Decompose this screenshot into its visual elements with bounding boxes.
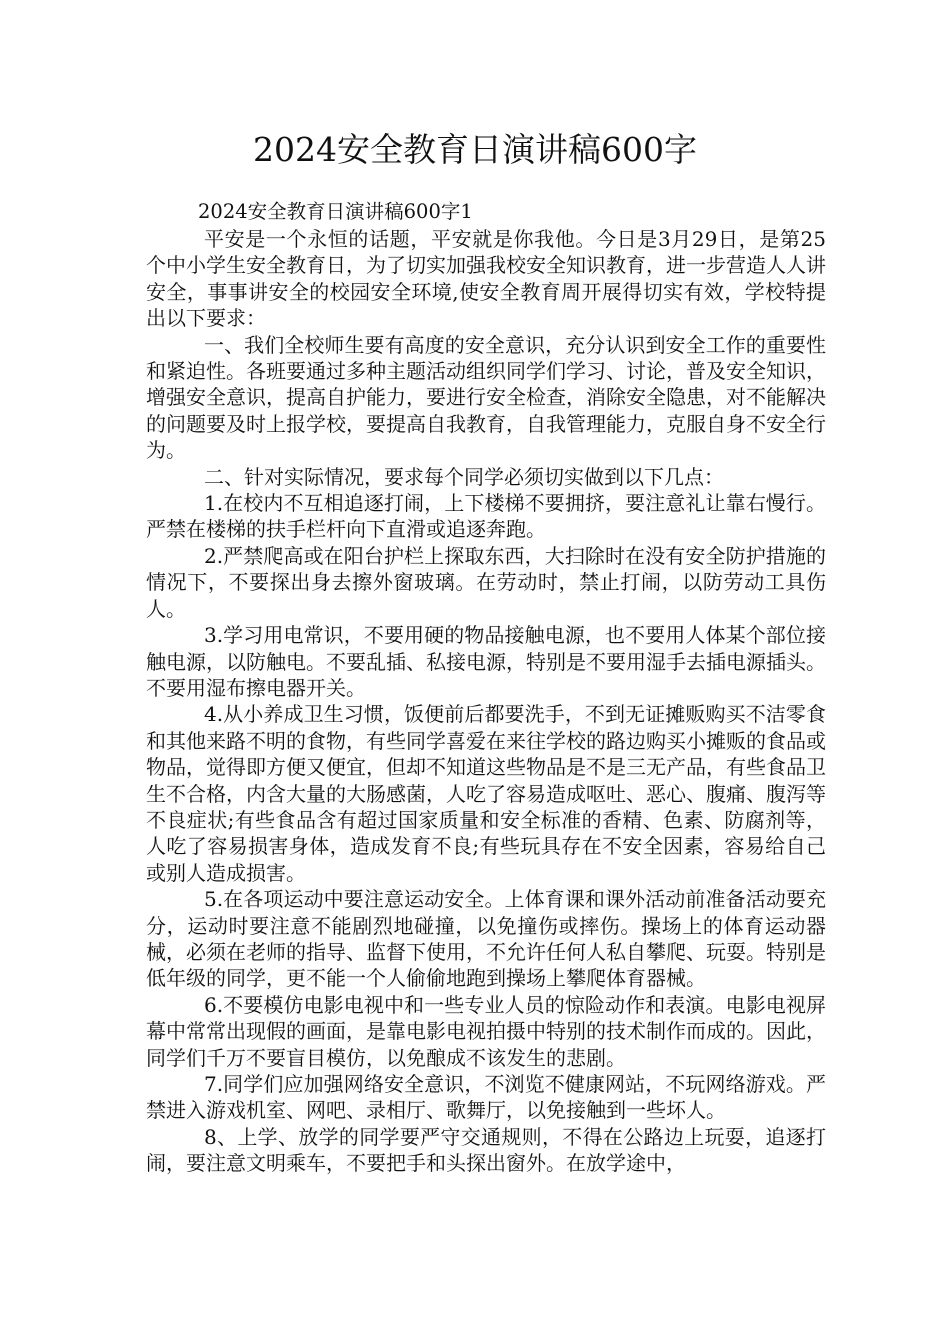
document-body bbox=[146, 198, 826, 1177]
paragraph-requirement-1: 一、我们全校师生要有高度的安全意识，充分认识到安全工作的重要性和紧迫性。各班要通过多种主题活动组织同学们学习、讨论，普及安全知识，增强安全意识，提高自护能力，要进行安全检查，消除安全隐患，对不能解决的问题要及时上报学校，要提高自我教育，自我管理能力，克服自身不安全行为。 bbox=[146, 332, 826, 463]
paragraph-item-1: 1.在校内不互相追逐打闹，上下楼梯不要拥挤，要注意礼让靠右慢行。严禁在楼梯的扶手栏杆向下直滑或追逐奔跑。 bbox=[146, 491, 826, 542]
paragraph-intro: 平安是一个永恒的话题，平安就是你我他。今日是3月29日，是第25个中小学生安全教育日，为了切实加强我校安全知识教育，进一步营造人人讲安全，事事讲安全的校园安全环境,使安全教育周开展得切实有效，学校特提出以下要求： bbox=[146, 227, 826, 331]
paragraph-item-7: 7.同学们应加强网络安全意识，不浏览不健康网站，不玩网络游戏。严禁进入游戏机室、网吧、录相厅、歌舞厅，以免接触到一些坏人。 bbox=[146, 1072, 826, 1123]
paragraph-item-6: 6.不要模仿电影电视中和一些专业人员的惊险动作和表演。电影电视屏幕中常常出现假的画面，是靠电影电视拍摄中特别的技术制作而成的。因此，同学们千万不要盲目模仿，以免酿成不该发生的悲剧。 bbox=[146, 992, 826, 1070]
paragraph-requirement-2: 二、针对实际情况，要求每个同学必须切实做到以下几点： bbox=[204, 464, 724, 489]
section-heading: 2024安全教育日演讲稿600字1 bbox=[198, 200, 473, 223]
paragraph-item-4: 4.从小养成卫生习惯，饭便前后都要洗手，不到无证摊贩购买不洁零食和其他来路不明的食物，有些同学喜爱在来往学校的路边购买小摊贩的食品或物品，觉得即方便又便宜，但却不知道这些物品是不是三无产品，有些食品卫生不合格，内含大量的大肠感菌，人吃了容易造成呕吐、恶心、腹痛、腹泻等不良症状;有些食品含有超过国家质量和安全标准的香精、色素、防腐剂等，人吃了容易损害身体，造成发育不良;有些玩具存在不安全因素，容易给自己或别人造成损害。 bbox=[146, 702, 826, 885]
paragraph-item-5: 5.在各项运动中要注意运动安全。上体育课和课外活动前准备活动要充分，运动时要注意不能剧烈地碰撞，以免撞伤或摔伤。操场上的体育运动器械，必须在老师的指导、监督下使用，不允许任何人私自攀爬、玩耍。特别是低年级的同学，更不能一个人偷偷地跑到操场上攀爬体育器械。 bbox=[146, 887, 826, 991]
paragraph-item-3: 3.学习用电常识，不要用硬的物品接触电源，也不要用人体某个部位接触电源，以防触电。不要乱插、私接电源，特别是不要用湿手去插电源插头。不要用湿布擦电器开关。 bbox=[146, 623, 826, 700]
paragraph-item-8: 8、上学、放学的同学要严守交通规则，不得在公路边上玩耍，追逐打闹，要注意文明乘车，不要把手和头探出窗外。在放学途中， bbox=[146, 1124, 826, 1176]
paragraph-item-2: 2.严禁爬高或在阳台护栏上探取东西，大扫除时在没有安全防护措施的情况下，不要探出身去擦外窗玻璃。在劳动时，禁止打闹，以防劳动工具伤人。 bbox=[146, 543, 826, 621]
document-title: 2024安全教育日演讲稿600字 bbox=[253, 130, 697, 169]
